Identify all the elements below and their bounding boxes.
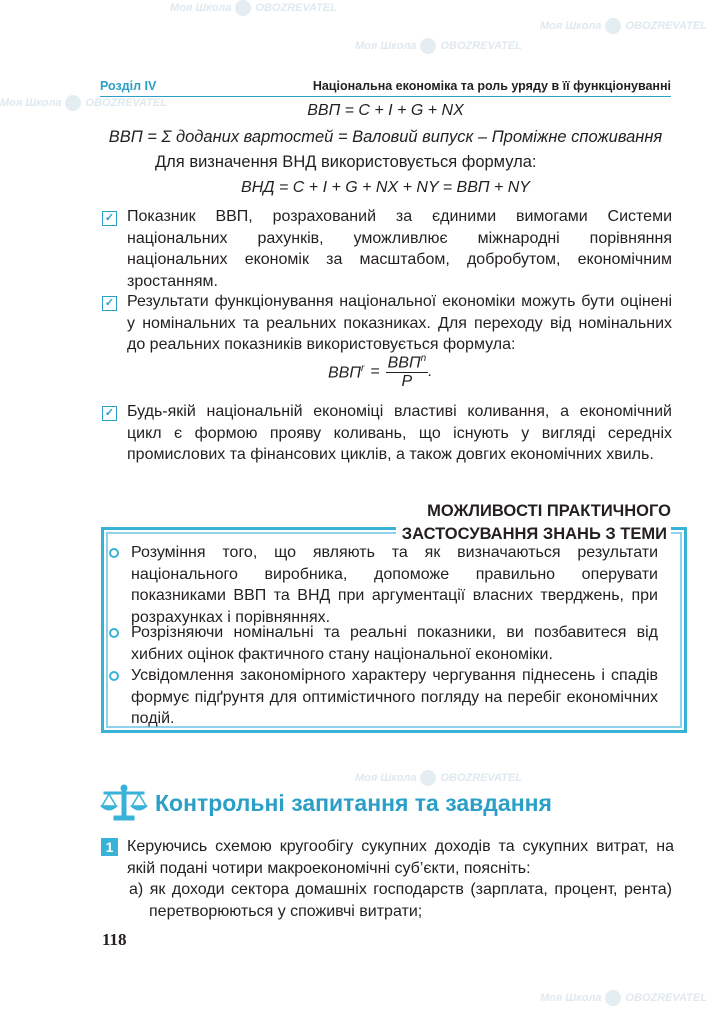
header-divider [100, 96, 671, 97]
watermark: Моя Школа OBOZREVATEL [540, 990, 707, 1006]
practice-item-1: Розуміння того, що являють та як визначаються результати національного виробника, допоможе правильно оперувати показниками ВВП та ВНД при аргументації власних тверджень, при розрахунках і порівняннях. [131, 544, 658, 626]
watermark: Моя Школа OBOZREVATEL [540, 18, 707, 34]
practice-title-line2: ЗАСТОСУВАННЯ ЗНАНЬ З ТЕМИ [396, 525, 671, 543]
watermark: Моя Школа OBOZREVATEL [0, 95, 167, 111]
numerator: ВВП$^n$ [387, 353, 427, 372]
practice-title-line1: МОЖЛИВОСТІ ПРАКТИЧНОГО [427, 502, 671, 520]
page-number: 118 [102, 930, 127, 949]
formula-gdp: ВВП = C + I + G + NX [307, 102, 464, 119]
point-3: Будь-якій національній економіці властиві коливання, а економічний цикл є формою прояву коливань, що існують у вигляді середніх промислових та фінансових циклів, а також довгих економічних хвиль. [127, 403, 672, 463]
formula-gdp-value-added: ВВП = Σ доданих вартостей = Валовий випуск – Проміжне споживання [108, 128, 663, 146]
gni-intro: Для визначення ВНД використовується формула: [155, 153, 537, 171]
checkbox-icon: ✓ [102, 296, 117, 311]
watermark: Моя Школа OBOZREVATEL [355, 770, 522, 786]
practice-item-2: Розрізняючи номінальні та реальні показники, ви позбавитеся від хибних оцінок фактичного стану національної економіки. [131, 624, 658, 663]
task-text: Керуючись схемою кругообігу сукупних доходів та сукупних витрат, на якій подані чотири макроекономічні суб’єкти, поясніть: [127, 838, 674, 877]
section-label: Розділ IV [100, 79, 157, 93]
checkbox-icon: ✓ [102, 406, 117, 421]
checkbox-icon: ✓ [102, 211, 117, 226]
questions-heading: Контрольні запитання та завдання [155, 790, 552, 816]
practice-title [396, 500, 671, 546]
watermark: Моя Школа OBOZREVATEL [355, 38, 522, 54]
practice-item-3: Усвідомлення закономірного характеру чергування піднесень і спадів формує підґрунтя для оптимістичного погляду на перебіг економічних подій. [131, 667, 658, 727]
formula-real-gdp [328, 353, 433, 391]
equals-sign: = [370, 363, 380, 381]
watermark: Моя Школа OBOZREVATEL [170, 0, 337, 16]
bullet-icon [109, 548, 119, 558]
task-number: 1 [101, 838, 118, 856]
denominator: P [401, 373, 413, 391]
real-lhs: ВВП$^r$ [328, 362, 365, 381]
chapter-title: Національна економіка та роль уряду в її функціонуванні [312, 79, 671, 93]
formula-gni: ВНД = C + I + G + NX + NY = ВВП + NY [241, 179, 530, 196]
fraction [386, 353, 429, 391]
point-1: Показник ВВП, розрахований за єдиними вимогами Системи національних рахунків, уможливлює міжнародні порівняння національних економік за масштабом, добробутом, економічним зростанням. [127, 208, 672, 290]
scales-icon [100, 784, 148, 824]
bullet-icon [109, 671, 119, 681]
point-2: Результати функціонування національної економіки можуть бути оцінені у номінальних та реальних показниках. Для переходу від номінальних до реальних показників використовується формула: [127, 293, 672, 353]
period: . [428, 363, 433, 381]
bullet-icon [109, 628, 119, 638]
task-a: а) як доходи сектора домашніх господарств (зарплата, процент, рента) перетворюються у споживчі витрати; [129, 881, 672, 920]
